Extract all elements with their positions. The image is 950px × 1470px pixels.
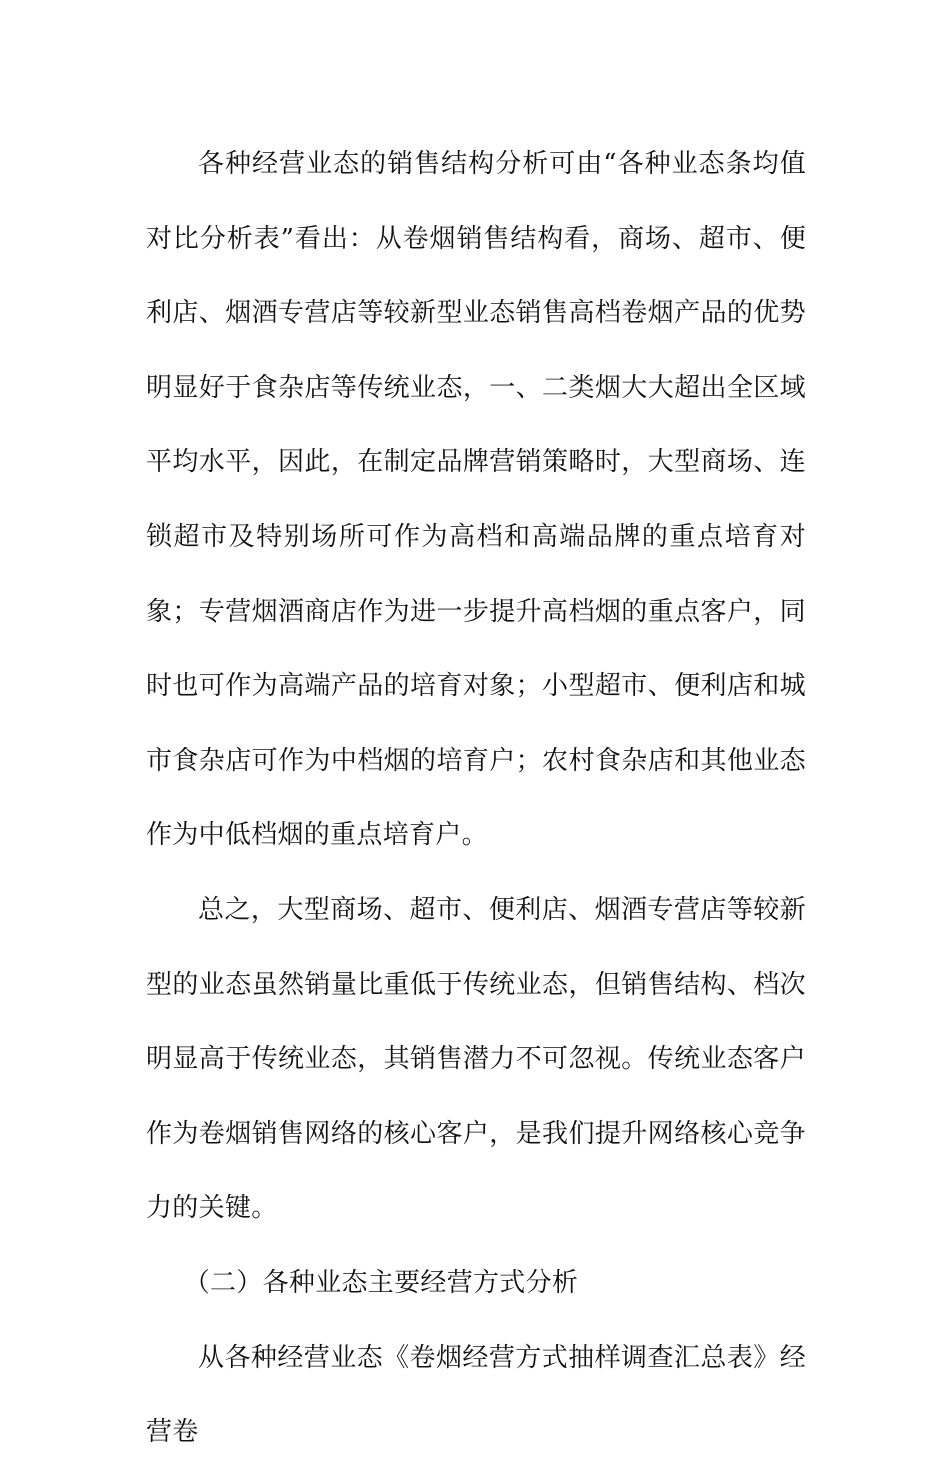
section-heading: （二）各种业态主要经营方式分析 — [183, 1267, 579, 1298]
paragraph-business-methods: 从各种经营业态《卷烟经营方式抽样调查汇总表》经营卷 — [146, 1342, 806, 1448]
paragraph-sales-structure: 各种经营业态的销售结构分析可由“各种业态条均值对比分析表”看出：从卷烟销售结构看，商场、超市、便利店、烟酒专营店等较新型业态销售高档卷烟产品的优势明显好于食杂店等传统业态，一、二类烟大大超出全区域平均水平，因此，在制定品牌营销策略时，大型商场、连锁超市及特别场所可作为高档和高端品牌的重点培育对象；专营烟酒商店作为进一步提升高档烟的重点客户，同时也可作为高端产品的培育对象；小型超市、便利店和城市食杂店可作为中档烟的培育户；农村食杂店和其他业态作为中低档烟的重点培育户。 — [146, 149, 806, 851]
paragraph-summary: 总之，大型商场、超市、便利店、烟酒专营店等较新型的业态虽然销量比重低于传统业态，但销售结构、档次明显高于传统业态，其销售潜力不可忽视。传统业态客户作为卷烟销售网络的核心客户，是我们提升网络核心竞争力的关键。 — [146, 894, 806, 1224]
document-body — [146, 127, 806, 1470]
